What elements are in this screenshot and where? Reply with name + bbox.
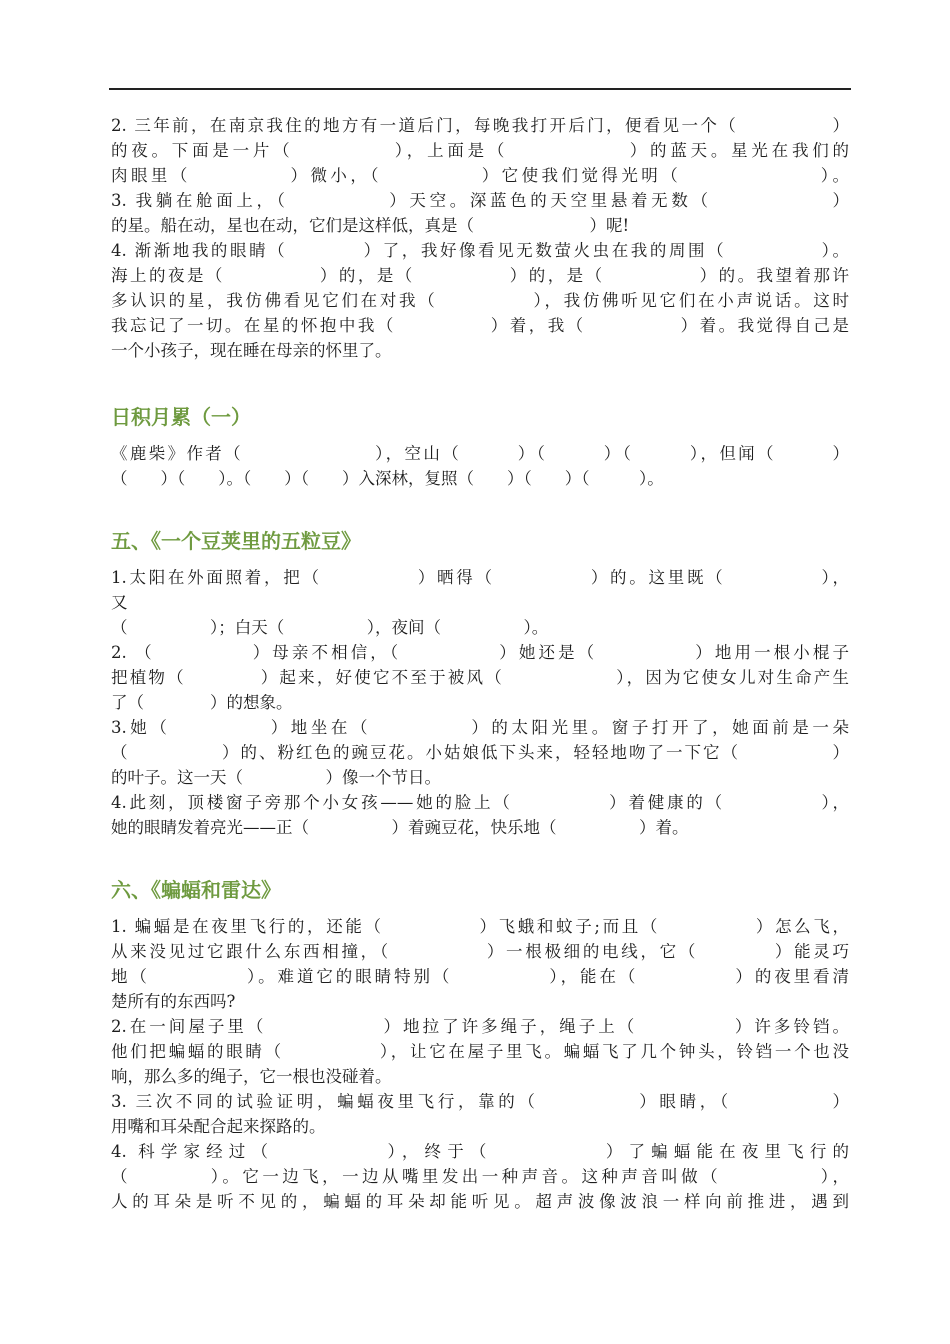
section-heading: 六、《蝙蝠和雷达》 [111, 878, 281, 902]
text-line: 2. 三年前，在南京我住的地方有一道后门，每晚我打开后门，便看见一个（ ） [111, 116, 849, 135]
text-line: 把植物（ ）起来，好使它不至于被风（ ），因为它使女儿对生命产生 [111, 668, 849, 687]
text-line: 从来没见过它跟什么东西相撞，（ ）一根极细的电线，它（ ）能灵巧 [111, 942, 849, 961]
text-line: 用嘴和耳朵配合起来探路的。 [111, 1117, 326, 1136]
text-line: 他们把蝙蝠的眼睛（ ），让它在屋子里飞。蝙蝠飞了几个钟头，铃铛一个也没 [111, 1042, 849, 1061]
text-line: （ ）；白天（ ），夜间（ ）。 [111, 618, 549, 637]
text-line: 地（ ）。难道它的眼睛特别（ ），能在（ ）的夜里看清 [111, 967, 849, 986]
text-line: 3. 我躺在舱面上，（ ）天空。深蓝色的天空里悬着无数（ ） [111, 191, 849, 210]
section-sea-night [111, 113, 849, 363]
section-heading: 日积月累（一） [111, 405, 251, 429]
text-line: 楚所有的东西吗? [111, 992, 236, 1011]
text-line: 4. 科学家经过（ ），终于（ ）了蝙蝠能在夜里飞行的 [111, 1142, 849, 1161]
section-five-peas [111, 526, 849, 840]
section-riji [111, 402, 849, 491]
text-line: 2. （ ）母亲不相信，（ ）她还是（ ）地用一根小棍子 [111, 643, 849, 662]
text-line: 2.在一间屋子里（ ）地拉了许多绳子，绳子上（ ）许多铃铛。 [111, 1017, 849, 1036]
text-line: 她的眼睛发着亮光——正（ ）着豌豆花，快乐地（ ）着。 [111, 818, 689, 837]
text-line: 4.此刻，顶楼窗子旁那个小女孩——她的脸上（ ）着健康的（ ）， [111, 793, 849, 812]
text-line: 《鹿柴》作者（ ），空山（ ）（ ）（ ），但闻（ ） [111, 444, 849, 463]
text-line: 肉眼里（ ）微小，（ ）它使我们觉得光明（ ）。 [111, 166, 849, 185]
text-line: 响，那么多的绳子，它一根也没碰着。 [111, 1067, 392, 1086]
text-line: 多认识的星，我仿佛看见它们在对我（ ），我仿佛听见它们在小声说话。这时 [111, 291, 849, 310]
text-line: 的星。船在动，星也在动，它们是这样低，真是（ ）呢! [111, 216, 630, 235]
section-heading: 五、《一个豆荚里的五粒豆》 [111, 529, 361, 553]
text-line: 4. 渐渐地我的眼睛（ ）了，我好像看见无数萤火虫在我的周围（ ）。 [111, 241, 849, 260]
text-line: 我忘记了一切。在星的怀抱中我（ ）着，我（ ）着。我觉得自己是 [111, 316, 849, 335]
worksheet-content [111, 113, 849, 1214]
text-line: （ ）的、粉红色的豌豆花。小姑娘低下头来，轻轻地吻了一下它（ ） [111, 743, 849, 762]
text-line: （ ）。它一边飞，一边从嘴里发出一种声音。这种声音叫做（ ）， [111, 1167, 849, 1186]
text-line: 了（ ）的想象。 [111, 693, 293, 712]
text-line: 一个小孩子，现在睡在母亲的怀里了。 [111, 341, 392, 360]
text-line: 3. 三次不同的试验证明，蝙蝠夜里飞行，靠的（ ）眼睛，（ ） [111, 1092, 849, 1111]
text-line: 海上的夜是（ ）的，是（ ）的，是（ ）的。我望着那许 [111, 266, 849, 285]
text-line: 3.她（ ）地坐在（ ）的太阳光里。窗子打开了，她面前是一朵 [111, 718, 849, 737]
text-line: 又 [111, 593, 128, 612]
text-line: 1. 蝙蝠是在夜里飞行的，还能（ ）飞蛾和蚊子;而且（ ）怎么飞， [111, 917, 849, 936]
text-line: 人的耳朵是听不见的，蝙蝠的耳朵却能听见。超声波像波浪一样向前推进，遇到 [111, 1192, 849, 1211]
header-rule [109, 88, 851, 90]
text-line: 的夜。下面是一片（ ），上面是（ ）的蓝天。星光在我们的 [111, 141, 849, 160]
text-line: 的叶子。这一天（ ）像一个节日。 [111, 768, 441, 787]
section-bats-radar [111, 875, 849, 1214]
text-line: （ ）（ ）。（ ）（ ）入深林，复照（ ）（ ）（ ）。 [111, 469, 664, 488]
text-line: 1.太阳在外面照着，把（ ）晒得（ ）的。这里既（ ）， [111, 568, 849, 587]
